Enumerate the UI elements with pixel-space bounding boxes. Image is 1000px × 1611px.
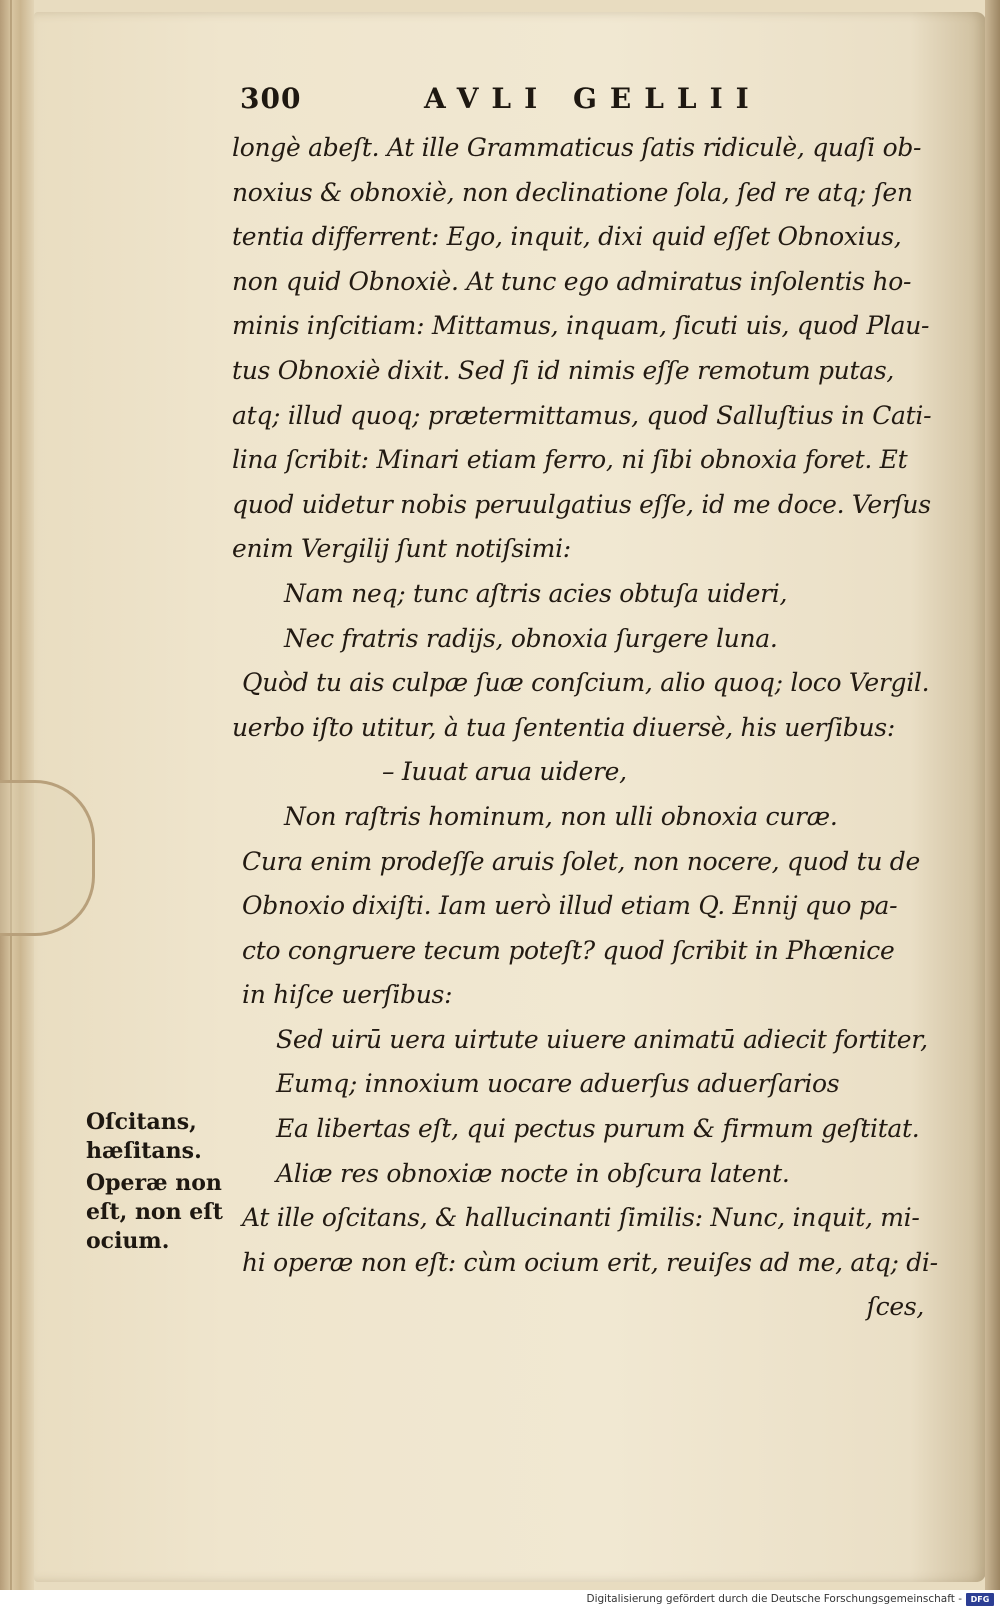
text-line: in hiſce uerſibus: (242, 980, 453, 1010)
verse-line: Sed uirū uera uirtute uiuere animatū adiecit fortiter, (276, 1024, 928, 1054)
verse-line: Ea libertas eſt, qui pectus purum & firmum geſtitat. (276, 1114, 920, 1144)
text-line: At ille oſcitans, & hallucinanti ſimilis: Nunc, inquit, mi- (242, 1203, 920, 1233)
margin-note-line: hæſitans. (86, 1138, 202, 1164)
body-text (232, 126, 938, 1330)
text-line: quod uidetur nobis peruulgatius eſſe, id me doce. Verſus (232, 489, 931, 519)
verse-line: Aliæ res obnoxiæ nocte in obſcura latent. (276, 1158, 790, 1188)
margin-note-line: ocium. (86, 1228, 170, 1254)
text-line: noxius & obnoxiè, non declinatione ſola, ſed re atq; ſen (232, 177, 913, 207)
margin-notes (86, 1108, 246, 1259)
text-line: non quid Obnoxiè. At tunc ego admiratus inſolentis ho- (232, 266, 912, 296)
verse-line: Eumq; innoxium uocare aduerſus aduerſarios (276, 1069, 840, 1099)
margin-note (86, 1169, 246, 1256)
text-line: enim Vergilij ſunt notiſsimi: (232, 534, 571, 564)
text-line: lina ſcribit: Minari etiam ferro, ni ſibi obnoxia foret. Et (232, 445, 908, 475)
text-line: Cura enim prodeſſe aruis ſolet, non nocere, quod tu de (242, 846, 920, 876)
funding-credit: Digitalisierung gefördert durch die Deutsche Forschungsgemeinschaft - (586, 1593, 962, 1605)
text-line: minis inſcitiam: Mittamus, inquam, ſicuti uis, quod Plau- (232, 311, 930, 341)
text-line: Obnoxio dixiſti. Iam uerò illud etiam Q. Ennij quo pa- (242, 891, 898, 921)
margin-note-line: Oſcitans, (86, 1109, 197, 1135)
verse-line: Nam neq; tunc aſtris acies obtuſa uideri, (284, 578, 788, 608)
text-line: hi operæ non eſt: cùm ocium erit, reuiſes ad me, atq; di- (242, 1247, 938, 1277)
margin-note-line: Operæ non (86, 1170, 222, 1196)
page-header (240, 82, 940, 122)
text-line: tentia differrent: Ego, inquit, dixi quid eſſet Obnoxius, (232, 222, 902, 252)
dfg-logo: DFG (966, 1593, 994, 1606)
verse-line: – Iuuat arua uidere, (382, 757, 627, 787)
text-line: tus Obnoxiè dixit. Sed ſi id nimis eſſe remotum putas, (232, 355, 895, 385)
margin-note-line: eſt, non eſt (86, 1199, 223, 1225)
text-line: uerbo iſto utitur, à tua ſententia diuersè, his uerſibus: (232, 712, 895, 742)
text-line: longè abeſt. At ille Grammaticus ſatis ridiculè, quaſi ob- (232, 133, 922, 162)
page-number: 300 (240, 82, 302, 115)
text-line: cto congruere tecum poteſt? quod ſcribit in Phœnice (242, 935, 895, 965)
footer-bar (0, 1590, 1000, 1611)
page-right-edge (985, 0, 1000, 1590)
text-line: Quòd tu ais culpæ ſuæ conſcium, alio quoq; loco Vergil. (242, 668, 930, 698)
margin-note (86, 1108, 246, 1166)
bookmark-ribbon (0, 780, 95, 936)
verse-line: Non raſtris hominum, non ulli obnoxia curæ. (284, 801, 838, 831)
verse-line: Nec fratris radijs, obnoxia ſurgere luna. (284, 623, 778, 653)
text-line: atq; illud quoq; prætermittamus, quod Salluſtius in Cati- (232, 400, 932, 430)
running-head: AVLI GELLII (424, 82, 762, 115)
catchword: ſces, (866, 1292, 924, 1322)
